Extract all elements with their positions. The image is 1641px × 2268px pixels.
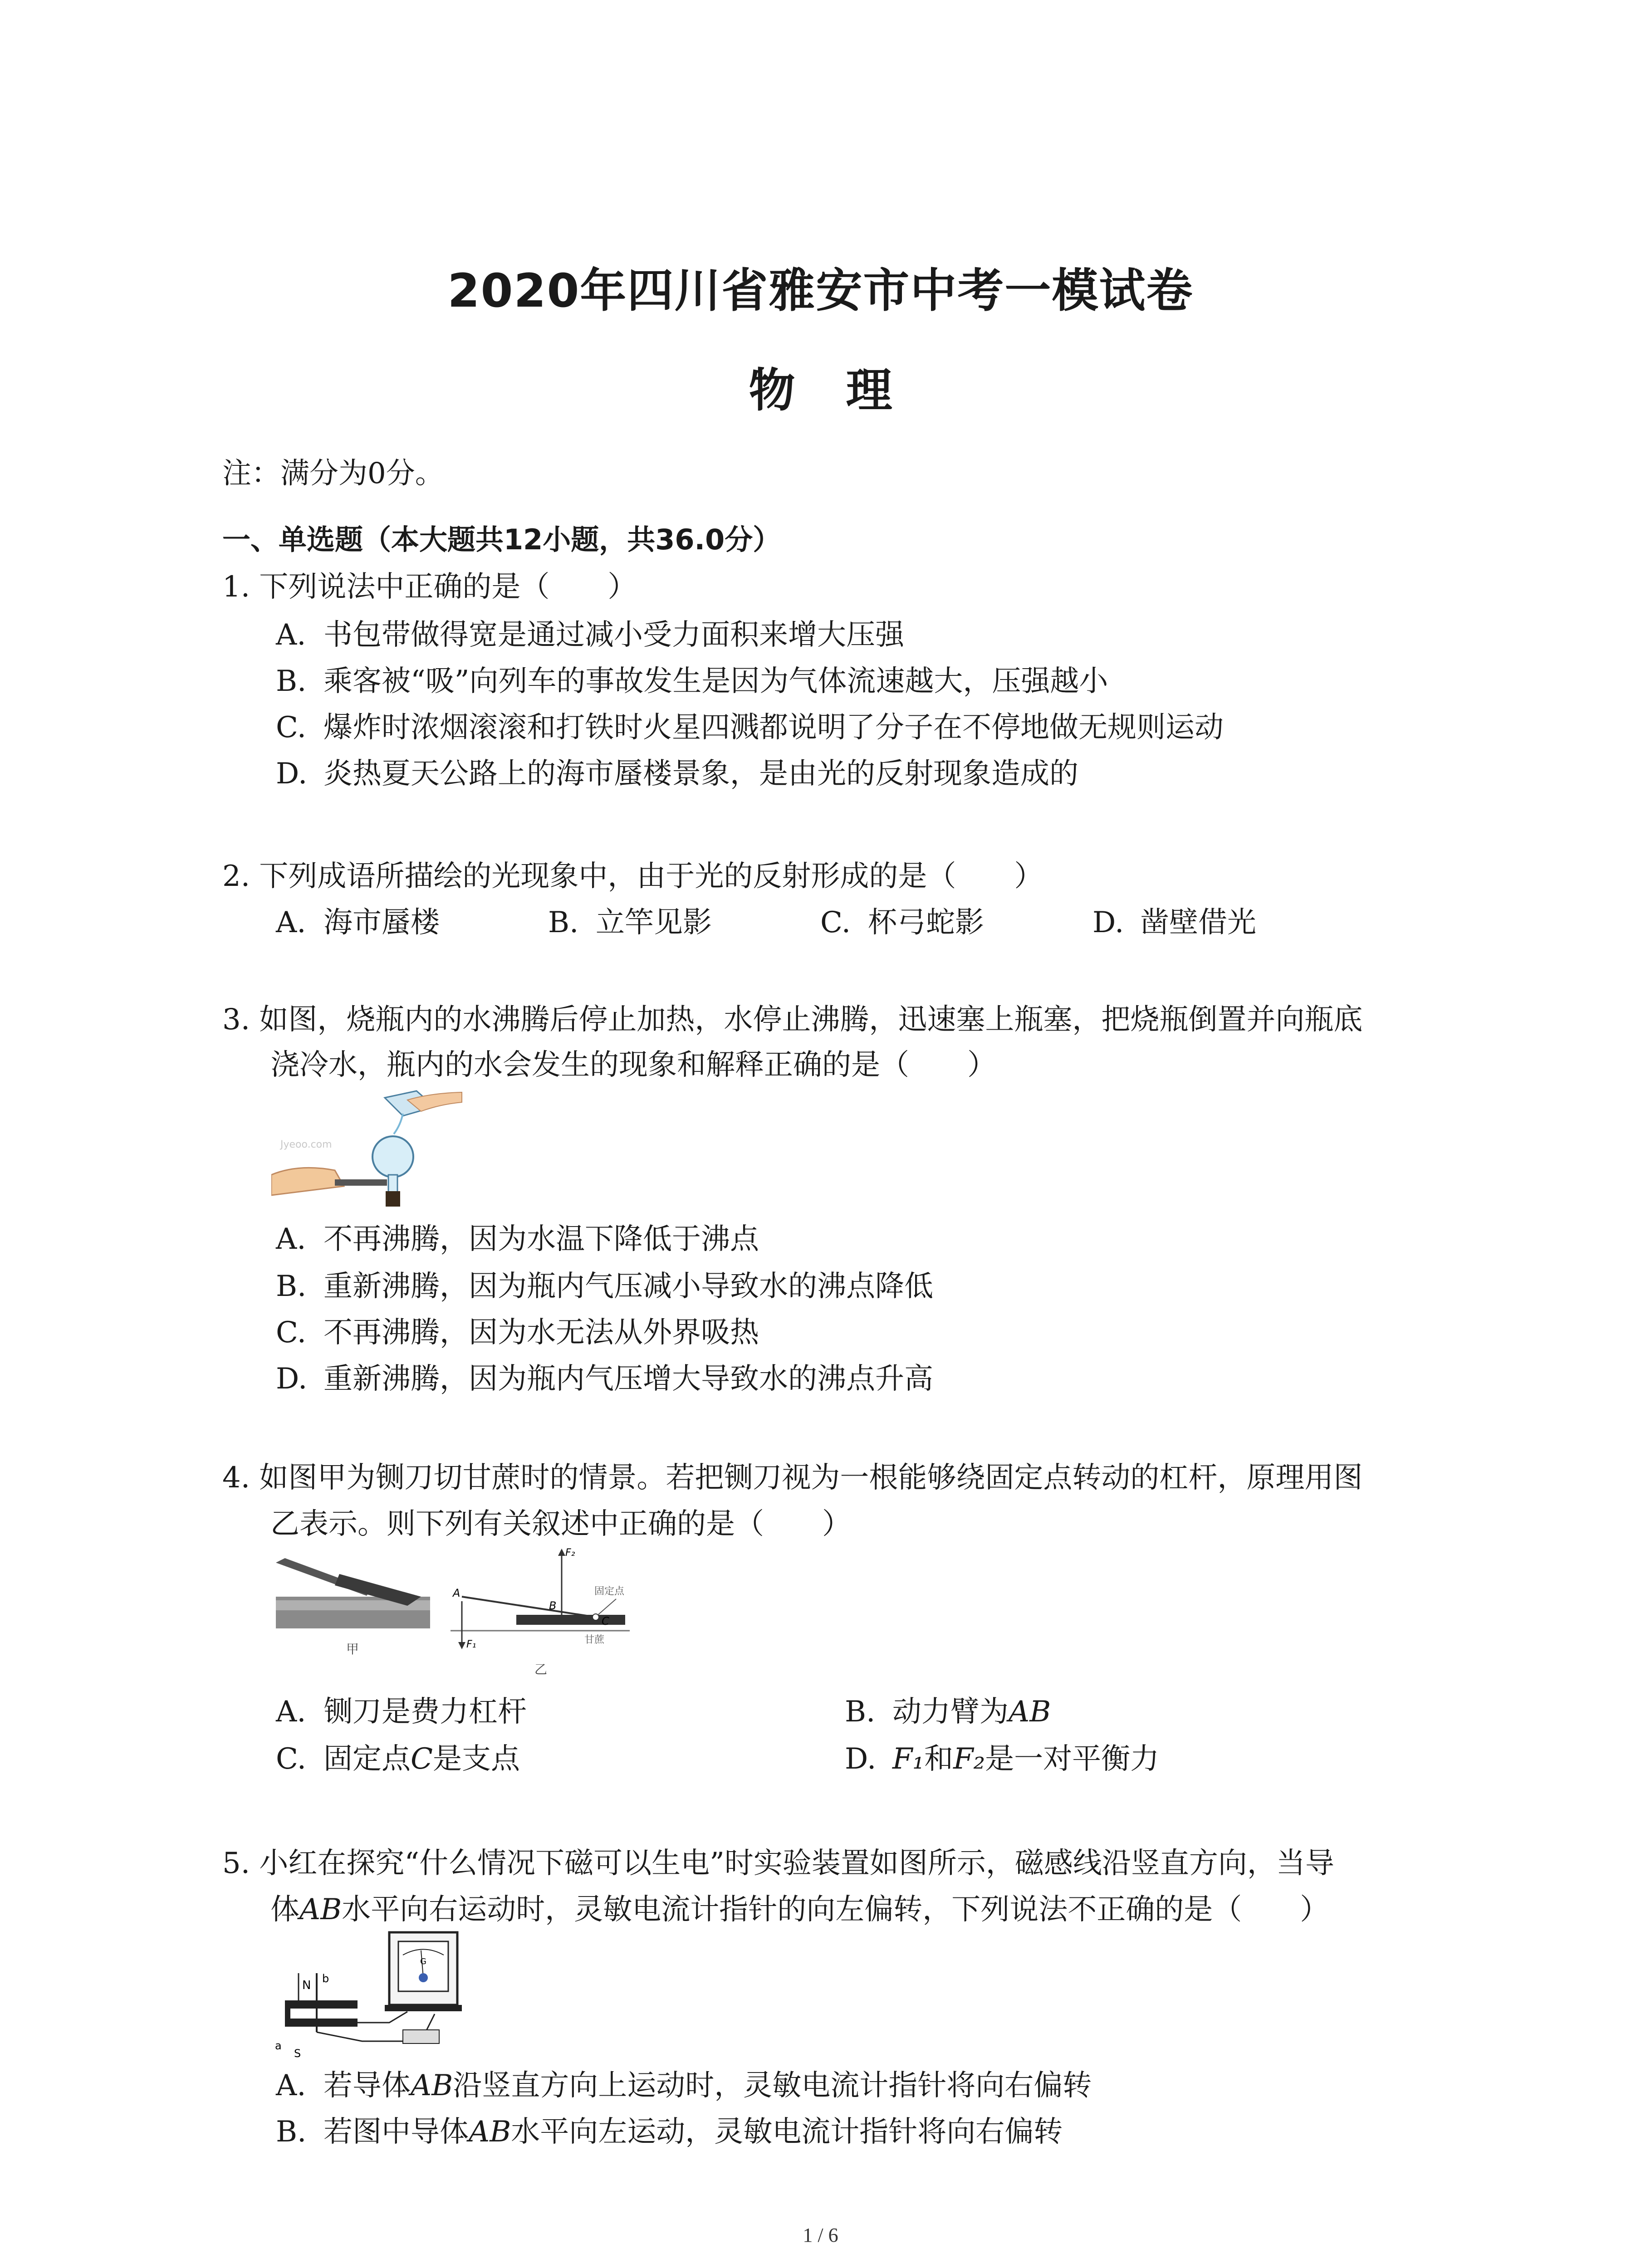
q4-label-F2: F₂ [565,1547,575,1559]
q5-stem-line2: 体AB水平向右运动时，灵敏电流计指针的向左偏转，下列说法不正确的是（ ） [270,1893,1329,1926]
q4-label-cane: 甘蔗 [584,1634,605,1646]
q2-option-b: B. 立竿见影 [548,906,712,939]
q5-label-S: S [294,2047,301,2059]
q2-option-a: A. 海市蜃楼 [276,906,440,939]
q4-option-d: D. F₁和F₂是一对平衡力 [845,1742,1160,1776]
q4-lever-figure [271,1542,634,1687]
q3-flask-figure [271,1089,471,1220]
q4-label-B: B [549,1599,557,1612]
q4-option-a: A. 铡刀是费力杠杆 [276,1695,527,1729]
q5-option-a: A. 若导体AB沿竖直方向上运动时，灵敏电流计指针将向右偏转 [276,2069,1092,2102]
q5-induction-figure [271,1928,489,2059]
page-number: 1 / 6 [803,2224,838,2246]
q2-option-d: D. 凿壁借光 [1092,906,1256,939]
q1-option-c: C. 爆炸时浓烟滚滚和打铁时火星四溅都说明了分子在不停地做无规则运动 [276,711,1224,744]
q5-label-b: b [322,1972,329,1985]
q2-option-c: C. 杯弓蛇影 [820,906,984,939]
q4-label-A: A [453,1587,460,1599]
score-note: 注：满分为0分。 [222,457,444,490]
q1-stem: 1. 下列说法中正确的是（ ） [222,570,637,604]
q4-label-yi: 乙 [534,1662,548,1677]
q5-option-b: B. 若图中导体AB水平向左运动，灵敏电流计指针将向右偏转 [276,2115,1063,2149]
q3-option-c: C. 不再沸腾，因为水无法从外界吸热 [276,1316,759,1349]
page-title: 2020年四川省雅安市中考一模试卷 [447,264,1194,318]
subject-char-1: 物 [749,364,795,418]
q1-option-d: D. 炎热夏天公路上的海市蜃楼景象，是由光的反射现象造成的 [276,757,1078,791]
q5-label-a: a [275,2039,282,2052]
q4-option-b: B. 动力臂为AB [845,1695,1051,1729]
svg-text:Jyeoo.com: Jyeoo.com [280,1139,332,1150]
q4-label-fixed: 固定点 [594,1586,625,1597]
q3-stem-line2: 浇冷水，瓶内的水会发生的现象和解释正确的是（ ） [270,1048,996,1082]
q5-label-G: G [420,1957,426,1966]
subject-title [0,354,1641,420]
q4-label-C: C [602,1615,609,1628]
q5-label-N: N [302,1979,311,1992]
q4-option-c: C. 固定点C是支点 [276,1742,520,1776]
q4-stem-line2: 乙表示。则下列有关叙述中正确的是（ ） [270,1507,851,1541]
q3-option-a: A. 不再沸腾，因为水温下降低于沸点 [276,1222,759,1256]
section-heading: 一、单选题（本大题共12小题，共36.0分） [222,523,781,556]
q3-option-d: D. 重新沸腾，因为瓶内气压增大导致水的沸点升高 [276,1362,933,1396]
q4-label-jia: 甲 [346,1642,359,1657]
q5-stem-line1: 5. 小红在探究“什么情况下磁可以生电”时实验装置如图所示，磁感线沿竖直方向，当导 [222,1847,1334,1880]
q3-option-b: B. 重新沸腾，因为瓶内气压减小导致水的沸点降低 [276,1270,933,1303]
q4-stem-line1: 4. 如图甲为铡刀切甘蔗时的情景。若把铡刀视为一根能够绕固定点转动的杠杆，原理用图 [222,1461,1363,1495]
q3-stem-line1: 3. 如图，烧瓶内的水沸腾后停止加热，水停止沸腾，迅速塞上瓶塞，把烧瓶倒置并向瓶底 [222,1003,1363,1036]
q1-option-b: B. 乘客被“吸”向列车的事故发生是因为气体流速越大，压强越小 [276,665,1108,698]
q2-stem: 2. 下列成语所描绘的光现象中，由于光的反射形成的是（ ） [222,860,1043,893]
q1-option-a: A. 书包带做得宽是通过减小受力面积来增大压强 [276,618,904,652]
q4-label-F1: F₁ [466,1639,476,1650]
subject-char-2: 理 [846,364,892,418]
